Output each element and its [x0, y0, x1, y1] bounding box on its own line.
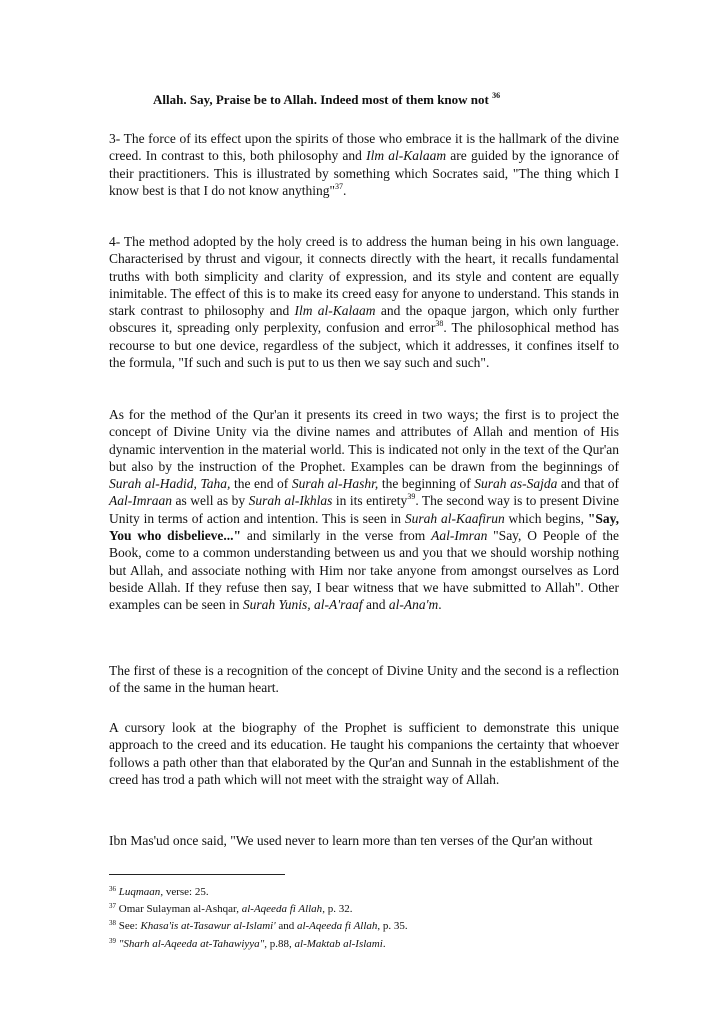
footnote-text: , p.88,	[264, 937, 295, 950]
p5-text-3: the beginning of	[378, 476, 475, 492]
footnote-39	[109, 934, 619, 951]
footnote-text: , p. 32.	[322, 903, 353, 916]
p3-italic-ilm: Ilm al-Kalaam	[366, 148, 447, 164]
footnote-num: 38	[109, 919, 116, 928]
footnote-num: 36	[109, 885, 116, 893]
footnote-38	[109, 916, 619, 933]
paragraph-6: The first of these is a recognition of the concept of Divine Unity and the second is a reflection of the same in the human heart.	[109, 663, 619, 696]
p5-text-2: the end of	[230, 476, 292, 492]
p4-text-1: 4- The method adopted by the holy creed is to address the human being in his own language. Characterised by thrust and vigour, it connects directly with the heart, it recalls fundamental truths with both simplicity and clarity of expression, and its style and content are equally inimitable. The effect of this is to make its creed easy for anyone to understand. This stands in stark contrast to philosophy and	[109, 234, 619, 319]
p5-text-11: and	[362, 597, 389, 613]
p5-text-9: and similarly in the verse from	[241, 528, 432, 544]
p5-italic-2: Surah al-Hashr,	[291, 476, 379, 492]
p5-text-4: and that of	[557, 476, 619, 492]
paragraph-3	[109, 130, 619, 199]
footnote-ref-39: 39	[407, 492, 416, 502]
heading-text: Allah. Say, Praise be to Allah. Indeed most of them know not	[153, 92, 493, 107]
p5-text-1: As for the method of the Qur'an it presents its creed in two ways; the first is to project the concept of Divine Unity via the divine names and attributes of Allah and mention of His dynamic intervention in the material world. This is indicated not only in the text of the Qur'an but also by the instruction of the Prophet. Examples can be drawn from the beginnings of	[109, 407, 619, 474]
p5-italic-3: Surah as-Sajda	[474, 476, 558, 492]
footnote-text: , verse: 25.	[160, 886, 209, 898]
footnote-36	[109, 882, 619, 899]
p5-text-12: .	[438, 597, 442, 613]
footnote-italic: Khasa'is at-Tasawur al-Islami'	[140, 920, 276, 933]
p5-italic-9: al-Ana'm	[388, 597, 439, 613]
footnote-37	[109, 899, 619, 916]
p3-text-2: are guided by the ignorance of their practitioners. This is illustrated by something which Socrates said, "The thing which I know best is that I do not know anything"	[109, 148, 619, 198]
p4-italic-ilm: Ilm al-Kalaam	[294, 303, 376, 319]
footnotes	[109, 882, 619, 951]
footnote-italic: al-Aqeeda fi Allah	[241, 903, 323, 916]
p5-text-8: which begins,	[504, 510, 588, 526]
p5-italic-8: Surah Yunis, al-A'raaf	[242, 597, 363, 613]
p5-italic-1: Surah al-Hadid, Taha,	[109, 476, 231, 492]
footnote-italic: al-Maktab al-Islami	[294, 937, 383, 950]
p5-italic-4: Aal-Imraan	[109, 493, 172, 509]
footnote-text: , p. 35.	[377, 920, 408, 933]
footnote-italic: Luqmaan	[118, 886, 161, 898]
footnote-italic: al-Aqeeda fi Allah	[296, 920, 378, 933]
footnote-text: Omar Sulayman al-Ashqar,	[118, 903, 242, 916]
p5-italic-7: Aal-Imran	[431, 528, 488, 544]
paragraph-5	[109, 406, 619, 614]
footnote-italic: "Sharh al-Aqeeda at-Tahawiyya"	[118, 937, 265, 950]
p4-text-3: . The philosophical method has recourse to but one device, regardless of the subject, which it addresses, it confines itself to the formula, "If such and such is put to us then we say such and such".	[109, 320, 619, 371]
heading-footnote-ref: 36	[492, 91, 501, 100]
heading-verse	[153, 91, 623, 108]
paragraph-8: Ibn Mas'ud once said, "We used never to learn more than ten verses of the Qur'an without	[109, 833, 593, 848]
p4-text-2: and the opaque jargon, which only further obscures it, spreading only perplexity, confusion and error	[109, 303, 620, 336]
p5-text-5: as well as by	[172, 493, 249, 509]
p3-text-1: 3- The force of its effect upon the spirits of those who embrace it is the hallmark of the divine creed. In contrast to this, both philosophy and	[109, 131, 619, 164]
footnote-num: 37	[109, 902, 116, 911]
p3-text-3: .	[343, 182, 347, 198]
footnote-ref-38: 38	[435, 319, 444, 329]
paragraph-7: A cursory look at the biography of the Prophet is sufficient to demonstrate this unique approach to the creed and its education. He taught his companions the certainty that whoever follows a path other than that elaborated by the Qur'an and Sunnah in the establishment of the creed has trod a path which will not meet with the straight way of Allah.	[109, 720, 619, 787]
p5-text-7: . The second way is to present Divine Unity in terms of action and intention. This is seen in	[109, 493, 619, 526]
footnote-divider	[109, 874, 285, 875]
p5-text-6: in its entirety	[332, 493, 408, 509]
footnote-text: and	[275, 920, 297, 933]
paragraph-4	[109, 233, 619, 371]
p5-italic-6: Surah al-Kaafirun	[404, 510, 505, 526]
p5-text-10: "Say, O People of the Book, come to a common understanding between us and you that we should worship nothing but Allah, and associate nothing with Him nor take anyone from amongst ourselves as Lord beside Allah. If they refuse then say, I bear witness that we have submitted to Allah". Other examples can be seen in	[109, 528, 619, 613]
p5-italic-5: Surah al-Ikhlas	[248, 493, 333, 509]
p5-bold-quote: "Say, You who disbelieve..."	[109, 510, 619, 544]
footnote-num: 39	[109, 936, 116, 945]
footnote-text: See:	[118, 920, 141, 933]
footnote-ref-37: 37	[335, 181, 343, 191]
footnote-text: .	[382, 937, 386, 950]
